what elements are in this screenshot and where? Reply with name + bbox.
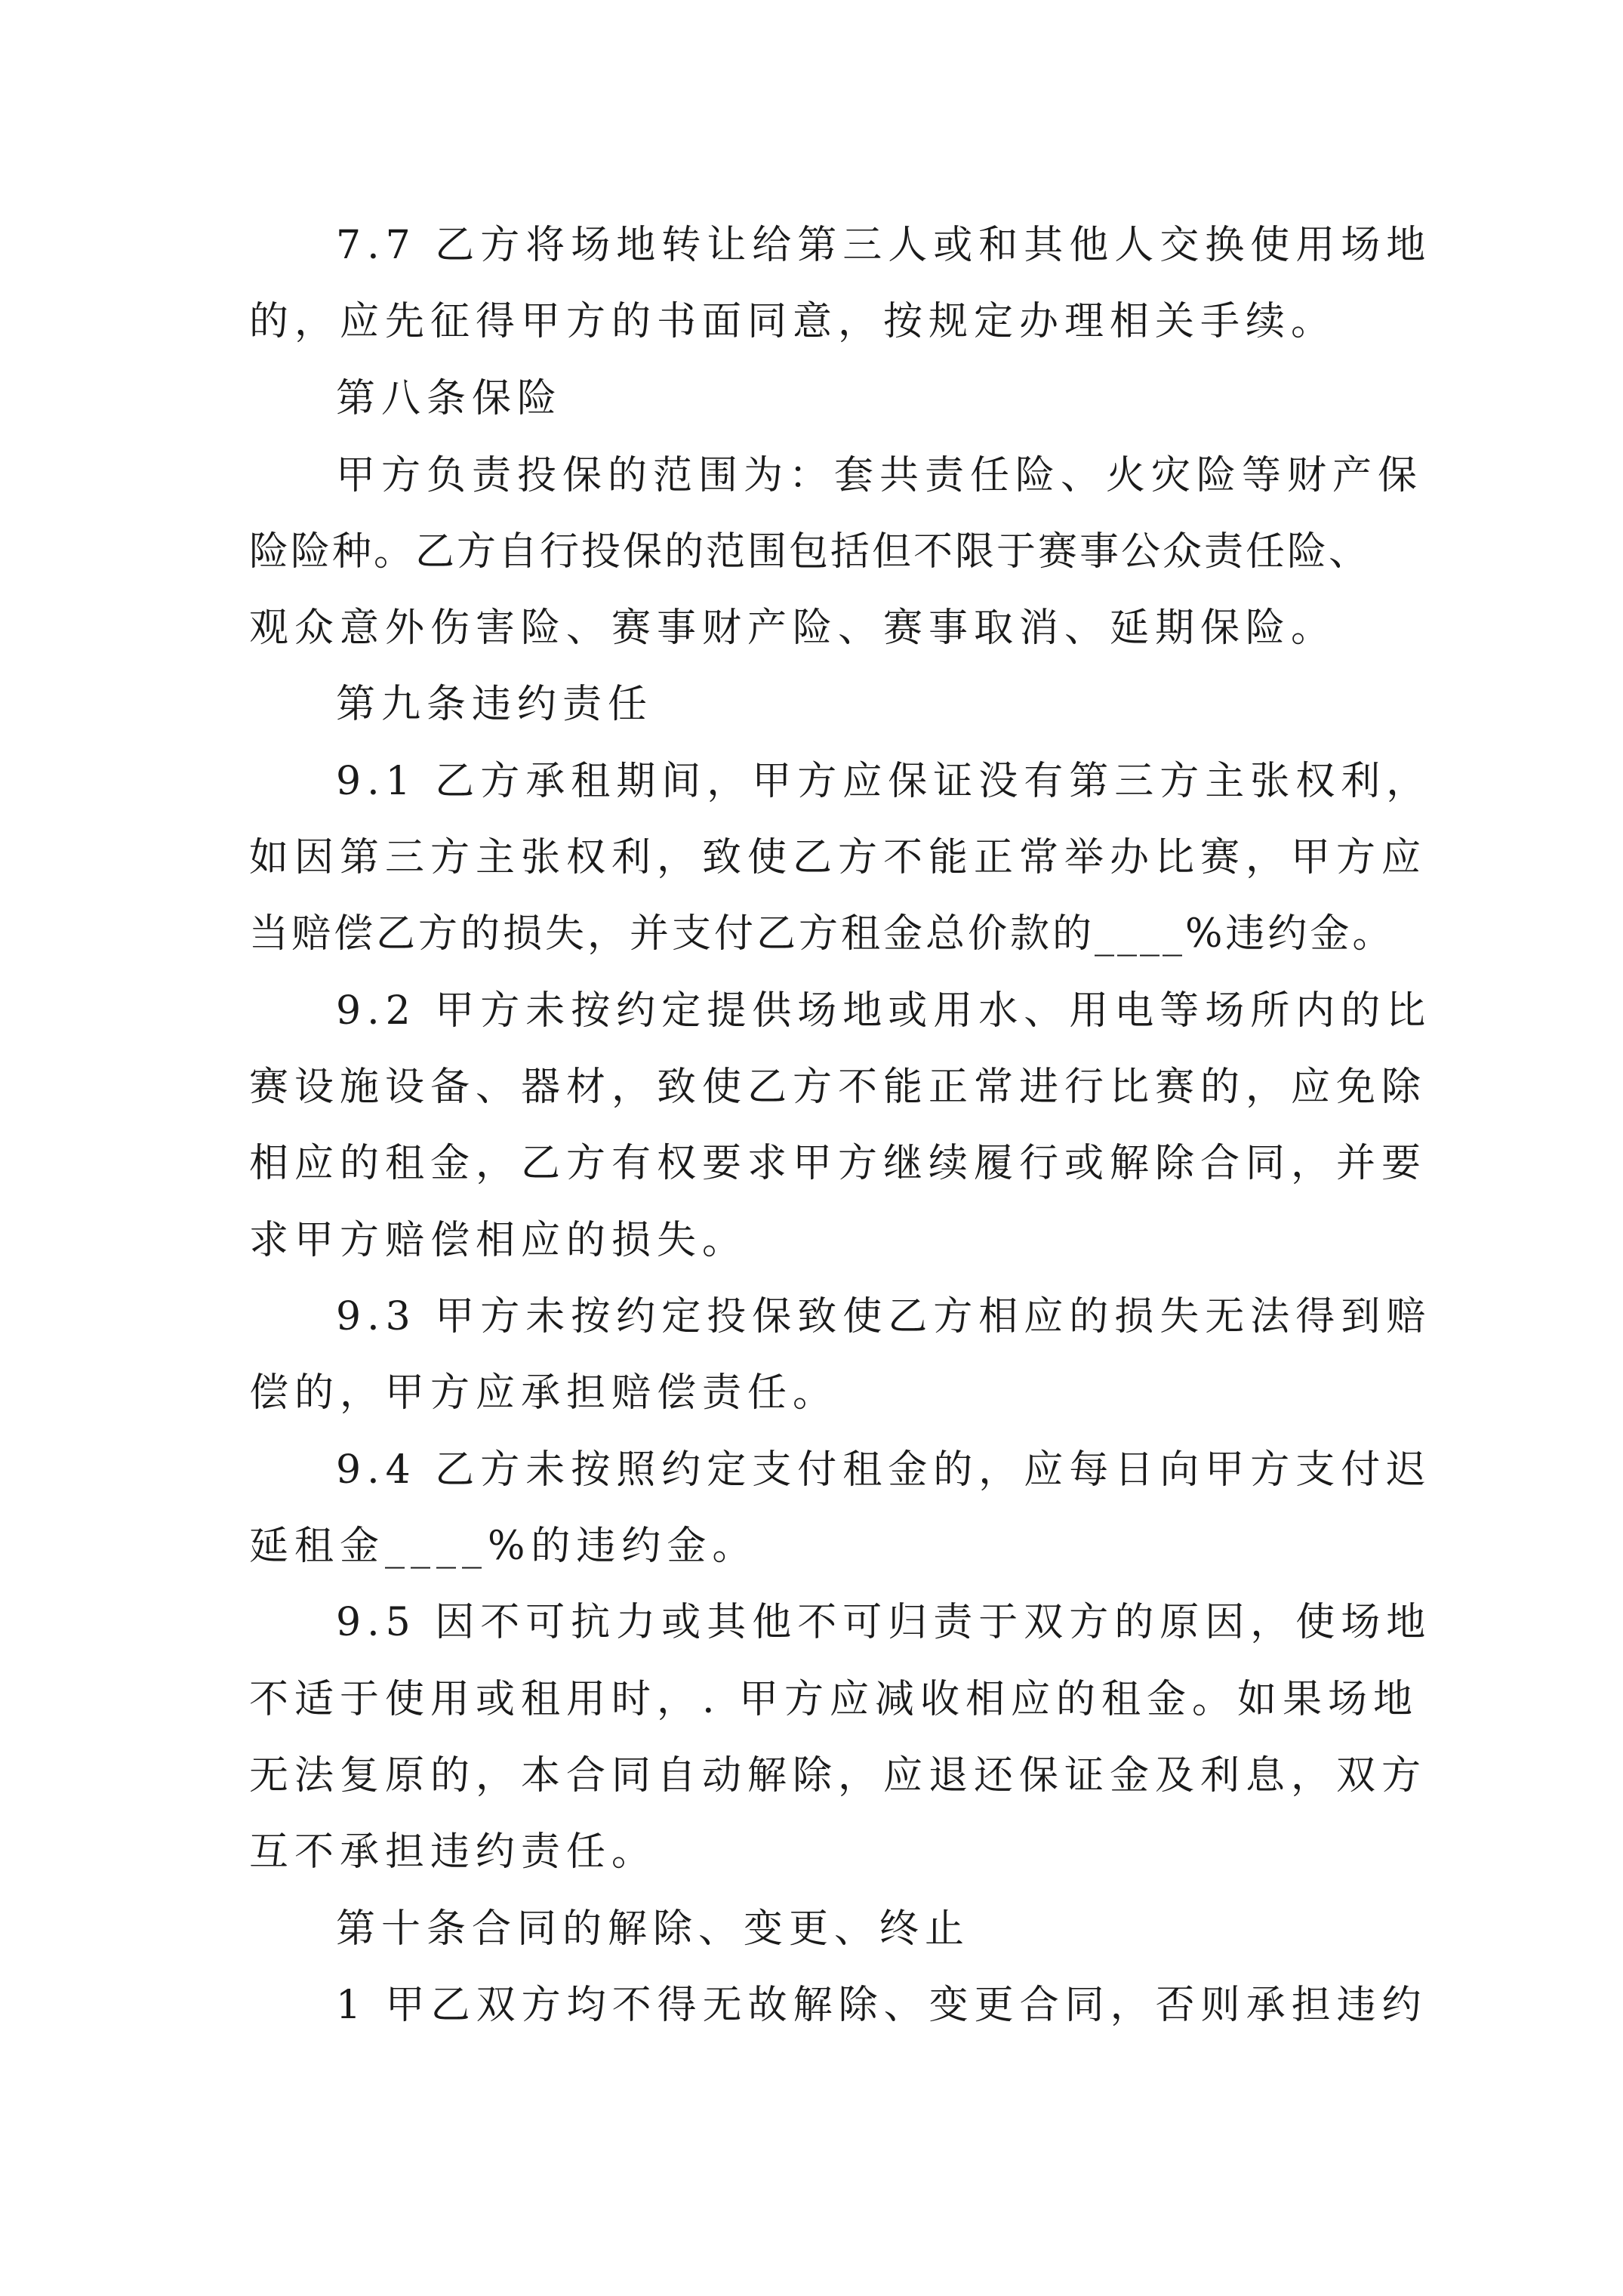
text-line-9-2-line3: 相应的租金，乙方有权要求甲方继续履行或解除合同，并要 (249, 1141, 1427, 1186)
section-heading-liability: 第九条违约责任 (336, 682, 654, 727)
text-line-9-5-start: 9.5 因不可抗力或其他不可归责于双方的原因，使场地 (336, 1600, 1432, 1645)
text-line-9-2-line2: 赛设施设备、器材，致使乙方不能正常进行比赛的，应免除 (249, 1065, 1427, 1110)
text-line-9-5-line3: 无法复原的，本合同自动解除，应退还保证金及利息，双方 (249, 1753, 1427, 1798)
text-line-9-1-start: 9.1 乙方承租期间，甲方应保证没有第三方主张权利， (336, 759, 1432, 804)
text-line-9-4-start: 9.4 乙方未按照约定支付租金的，应每日向甲方支付迟 (336, 1447, 1432, 1493)
text-line-insurance-1: 甲方负责投保的范围为：套共责任险、火灾险等财产保 (336, 453, 1424, 498)
text-line-9-2-start: 9.2 甲方未按约定提供场地或用水、用电等场所内的比 (336, 988, 1432, 1034)
text-line-insurance-3: 观众意外伤害险、赛事财产险、赛事取消、延期保险。 (249, 606, 1337, 651)
text-line-9-3-start: 9.3 甲方未按约定投保致使乙方相应的损失无法得到赔 (336, 1294, 1432, 1339)
text-line-7-7-start: 7.7 乙方将场地转让给第三人或和其他人交换使用场地 (336, 223, 1432, 268)
text-line-insurance-2: 险险种。乙方自行投保的范围包括但不限于赛事公众责任险、 (249, 529, 1371, 575)
text-line-9-1-middle: 如因第三方主张权利，致使乙方不能正常举办比赛，甲方应 (249, 835, 1427, 880)
text-line-7-7-end: 的，应先征得甲方的书面同意，按规定办理相关手续。 (249, 299, 1337, 344)
text-line-termination-1: 1 甲乙双方均不得无故解除、变更合同，否则承担违约 (336, 1983, 1427, 2028)
text-line-9-1-end: 当赔偿乙方的损失，并支付乙方租金总价款的____%违约金。 (249, 911, 1395, 957)
text-line-9-4-end: 延租金____%的违约金。 (249, 1524, 758, 1569)
text-line-9-5-end: 互不承担违约责任。 (249, 1829, 658, 1875)
section-heading-insurance: 第八条保险 (336, 376, 563, 421)
section-heading-termination: 第十条合同的解除、变更、终止 (336, 1906, 971, 1952)
text-line-9-5-line2: 不适于使用或租用时，. 甲方应减收相应的租金。如果场地 (249, 1677, 1419, 1722)
text-line-9-3-end: 偿的，甲方应承担赔偿责任。 (249, 1370, 839, 1416)
text-line-9-2-end: 求甲方赔偿相应的损失。 (249, 1218, 748, 1263)
